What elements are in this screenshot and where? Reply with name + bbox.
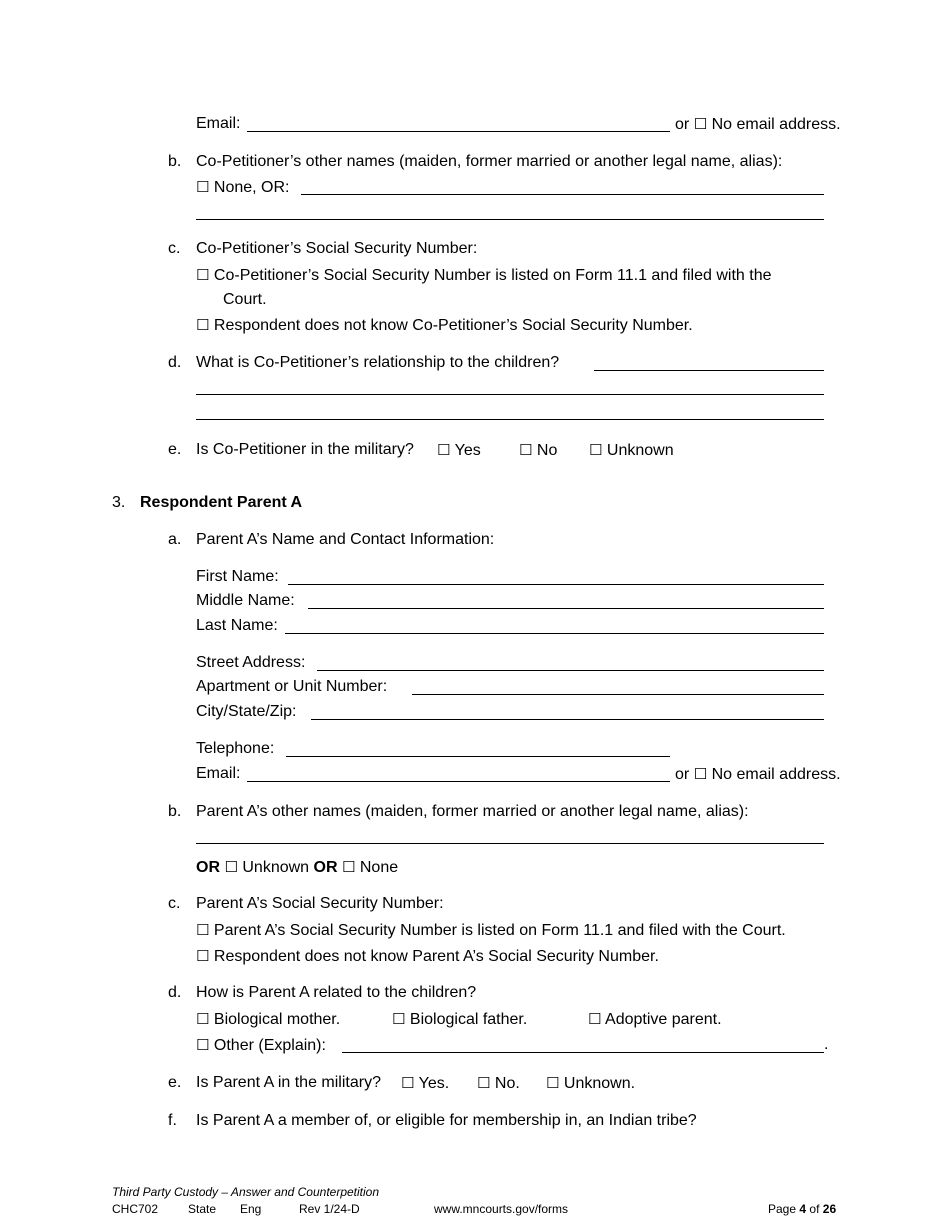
military-yes-option[interactable] — [437, 440, 481, 461]
none-checkbox[interactable]: ☐ — [196, 178, 210, 196]
none-label: None — [359, 859, 399, 876]
none-or-label: None, OR: — [213, 179, 290, 196]
co-petitioner-email-label: Email: — [196, 115, 241, 132]
footer-revision: Rev 1/24-D — [299, 1202, 360, 1216]
relationship-field-2[interactable] — [196, 394, 824, 395]
middle-name-label: Middle Name: — [196, 592, 295, 609]
unknown-label: Unknown — [242, 859, 310, 876]
section-title: Respondent Parent A — [140, 494, 303, 511]
adoptive-label: Adoptive parent. — [605, 1011, 722, 1028]
footer-form-code: CHC702 — [112, 1202, 159, 1216]
military-unknown-checkbox[interactable]: ☐ — [589, 441, 603, 459]
co-petitioner-ssn-option-listed[interactable] — [196, 265, 772, 286]
or-text: or — [675, 116, 690, 133]
other-period: . — [824, 1036, 829, 1053]
footer-state: State — [188, 1202, 217, 1216]
military-no-label: No. — [494, 1075, 520, 1092]
co-petitioner-other-names-field-2[interactable] — [196, 219, 824, 220]
footer-language: Eng — [240, 1202, 262, 1216]
item-letter-d: d. — [168, 984, 182, 1001]
none-checkbox[interactable]: ☐ — [341, 858, 356, 876]
telephone-label: Telephone: — [196, 740, 275, 757]
parent-a-ssn-option-unknown[interactable] — [196, 946, 659, 967]
parent-a-ssn-option-listed[interactable] — [196, 920, 786, 941]
city-state-zip-field[interactable] — [311, 719, 824, 720]
footer-url[interactable]: www.mncourts.gov/forms — [434, 1202, 569, 1216]
military-unknown-option[interactable] — [589, 440, 674, 461]
bio-mother-checkbox[interactable]: ☐ — [196, 1010, 210, 1028]
apartment-field[interactable] — [412, 694, 824, 695]
other-option[interactable] — [196, 1035, 326, 1056]
parent-a-tribe-question: Is Parent A a member of, or eligible for membership in, an Indian tribe? — [196, 1112, 697, 1129]
or-text: OR — [313, 859, 338, 876]
adoptive-checkbox[interactable]: ☐ — [588, 1010, 602, 1028]
no-email-checkbox[interactable]: ☐ — [693, 115, 708, 133]
footer-form-title: Third Party Custody – Answer and Counterpetition — [112, 1185, 380, 1199]
page-prefix: Page — [768, 1202, 797, 1216]
parent-a-relation-question: How is Parent A related to the children? — [196, 984, 477, 1001]
co-petitioner-no-email-option[interactable] — [675, 114, 841, 135]
item-letter-b: b. — [168, 803, 182, 820]
item-letter-e: e. — [168, 441, 182, 458]
last-name-field[interactable] — [285, 633, 824, 634]
parent-a-no-email-option[interactable] — [675, 764, 841, 785]
co-petitioner-email-field[interactable] — [247, 131, 670, 132]
bio-father-checkbox[interactable]: ☐ — [392, 1010, 406, 1028]
first-name-field[interactable] — [288, 584, 824, 585]
item-letter-b: b. — [168, 153, 182, 170]
ssn-listed-checkbox[interactable]: ☐ — [196, 921, 210, 939]
parent-a-military-unknown-option[interactable] — [546, 1073, 635, 1094]
parent-a-contact-question: Parent A’s Name and Contact Information: — [196, 531, 495, 548]
military-yes-checkbox[interactable]: ☐ — [437, 441, 451, 459]
parent-a-ssn-question: Parent A’s Social Security Number: — [196, 895, 444, 912]
co-petitioner-other-names-question: Co-Petitioner’s other names (maiden, former married or another legal name, alias): — [196, 153, 783, 170]
or-text: or — [675, 766, 690, 783]
ssn-unknown-checkbox[interactable]: ☐ — [196, 316, 210, 334]
item-letter-c: c. — [168, 240, 181, 257]
bio-father-option[interactable] — [392, 1009, 527, 1030]
military-no-checkbox[interactable]: ☐ — [519, 441, 533, 459]
parent-a-military-question: Is Parent A in the military? — [196, 1074, 381, 1091]
bio-mother-label: Biological mother. — [213, 1011, 341, 1028]
page-current: 4 — [799, 1202, 807, 1216]
co-petitioner-relationship-question: What is Co-Petitioner’s relationship to the children? — [196, 354, 560, 371]
ssn-unknown-checkbox[interactable]: ☐ — [196, 947, 210, 965]
middle-name-field[interactable] — [308, 608, 824, 609]
co-petitioner-ssn-option-unknown[interactable] — [196, 315, 693, 336]
military-unknown-label: Unknown. — [563, 1075, 636, 1092]
ssn-unknown-label: Respondent does not know Parent A’s Social Security Number. — [213, 948, 659, 965]
ssn-listed-label-continued: Court. — [223, 291, 267, 308]
bio-mother-option[interactable] — [196, 1009, 340, 1030]
bio-father-label: Biological father. — [409, 1011, 528, 1028]
co-petitioner-other-names-field[interactable] — [301, 194, 824, 195]
other-explain-field[interactable] — [342, 1052, 824, 1053]
co-petitioner-none-option[interactable] — [196, 177, 290, 198]
first-name-label: First Name: — [196, 568, 279, 585]
other-label: Other (Explain): — [213, 1037, 326, 1054]
military-yes-label: Yes — [454, 442, 481, 459]
last-name-label: Last Name: — [196, 617, 278, 634]
co-petitioner-ssn-question: Co-Petitioner’s Social Security Number: — [196, 240, 478, 257]
other-checkbox[interactable]: ☐ — [196, 1036, 210, 1054]
item-letter-d: d. — [168, 354, 182, 371]
item-letter-a: a. — [168, 531, 182, 548]
parent-a-email-field[interactable] — [247, 781, 670, 782]
military-no-option[interactable] — [519, 440, 557, 461]
footer-page-number — [768, 1202, 836, 1217]
parent-a-other-names-question: Parent A’s other names (maiden, former married or another legal name, alias): — [196, 803, 749, 820]
apartment-label: Apartment or Unit Number: — [196, 678, 388, 695]
item-letter-f: f. — [168, 1112, 177, 1129]
street-address-field[interactable] — [317, 670, 824, 671]
page-total: 26 — [822, 1202, 837, 1216]
ssn-listed-label: Co-Petitioner’s Social Security Number is listed on Form 11.1 and filed with the — [213, 267, 772, 284]
no-email-checkbox[interactable]: ☐ — [693, 765, 708, 783]
unknown-checkbox[interactable]: ☐ — [224, 858, 238, 876]
military-yes-label: Yes. — [418, 1075, 450, 1092]
parent-a-email-label: Email: — [196, 765, 241, 782]
or-text: OR — [196, 859, 220, 876]
military-unknown-checkbox[interactable]: ☐ — [546, 1074, 560, 1092]
military-no-checkbox[interactable]: ☐ — [477, 1074, 491, 1092]
telephone-field[interactable] — [286, 756, 670, 757]
military-unknown-label: Unknown — [606, 442, 674, 459]
adoptive-option[interactable] — [588, 1009, 722, 1030]
city-state-zip-label: City/State/Zip: — [196, 703, 297, 720]
relationship-field[interactable] — [594, 370, 824, 371]
parent-a-military-yes-option[interactable] — [401, 1073, 449, 1094]
no-email-label: No email address. — [711, 116, 841, 133]
military-no-label: No — [536, 442, 558, 459]
no-email-label: No email address. — [711, 766, 841, 783]
parent-a-other-names-field[interactable] — [196, 843, 824, 844]
item-letter-c: c. — [168, 895, 181, 912]
ssn-listed-checkbox[interactable]: ☐ — [196, 266, 210, 284]
military-yes-checkbox[interactable]: ☐ — [401, 1074, 415, 1092]
page-of: of — [809, 1202, 820, 1216]
ssn-listed-label: Parent A’s Social Security Number is listed on Form 11.1 and filed with the Court. — [213, 922, 786, 939]
relationship-field-3[interactable] — [196, 419, 824, 420]
ssn-unknown-label: Respondent does not know Co-Petitioner’s Social Security Number. — [213, 317, 693, 334]
parent-a-other-names-options — [196, 857, 398, 878]
co-petitioner-military-question: Is Co-Petitioner in the military? — [196, 441, 414, 458]
street-address-label: Street Address: — [196, 654, 306, 671]
section-number: 3. — [112, 494, 126, 511]
parent-a-military-no-option[interactable] — [477, 1073, 520, 1094]
item-letter-e: e. — [168, 1074, 182, 1091]
